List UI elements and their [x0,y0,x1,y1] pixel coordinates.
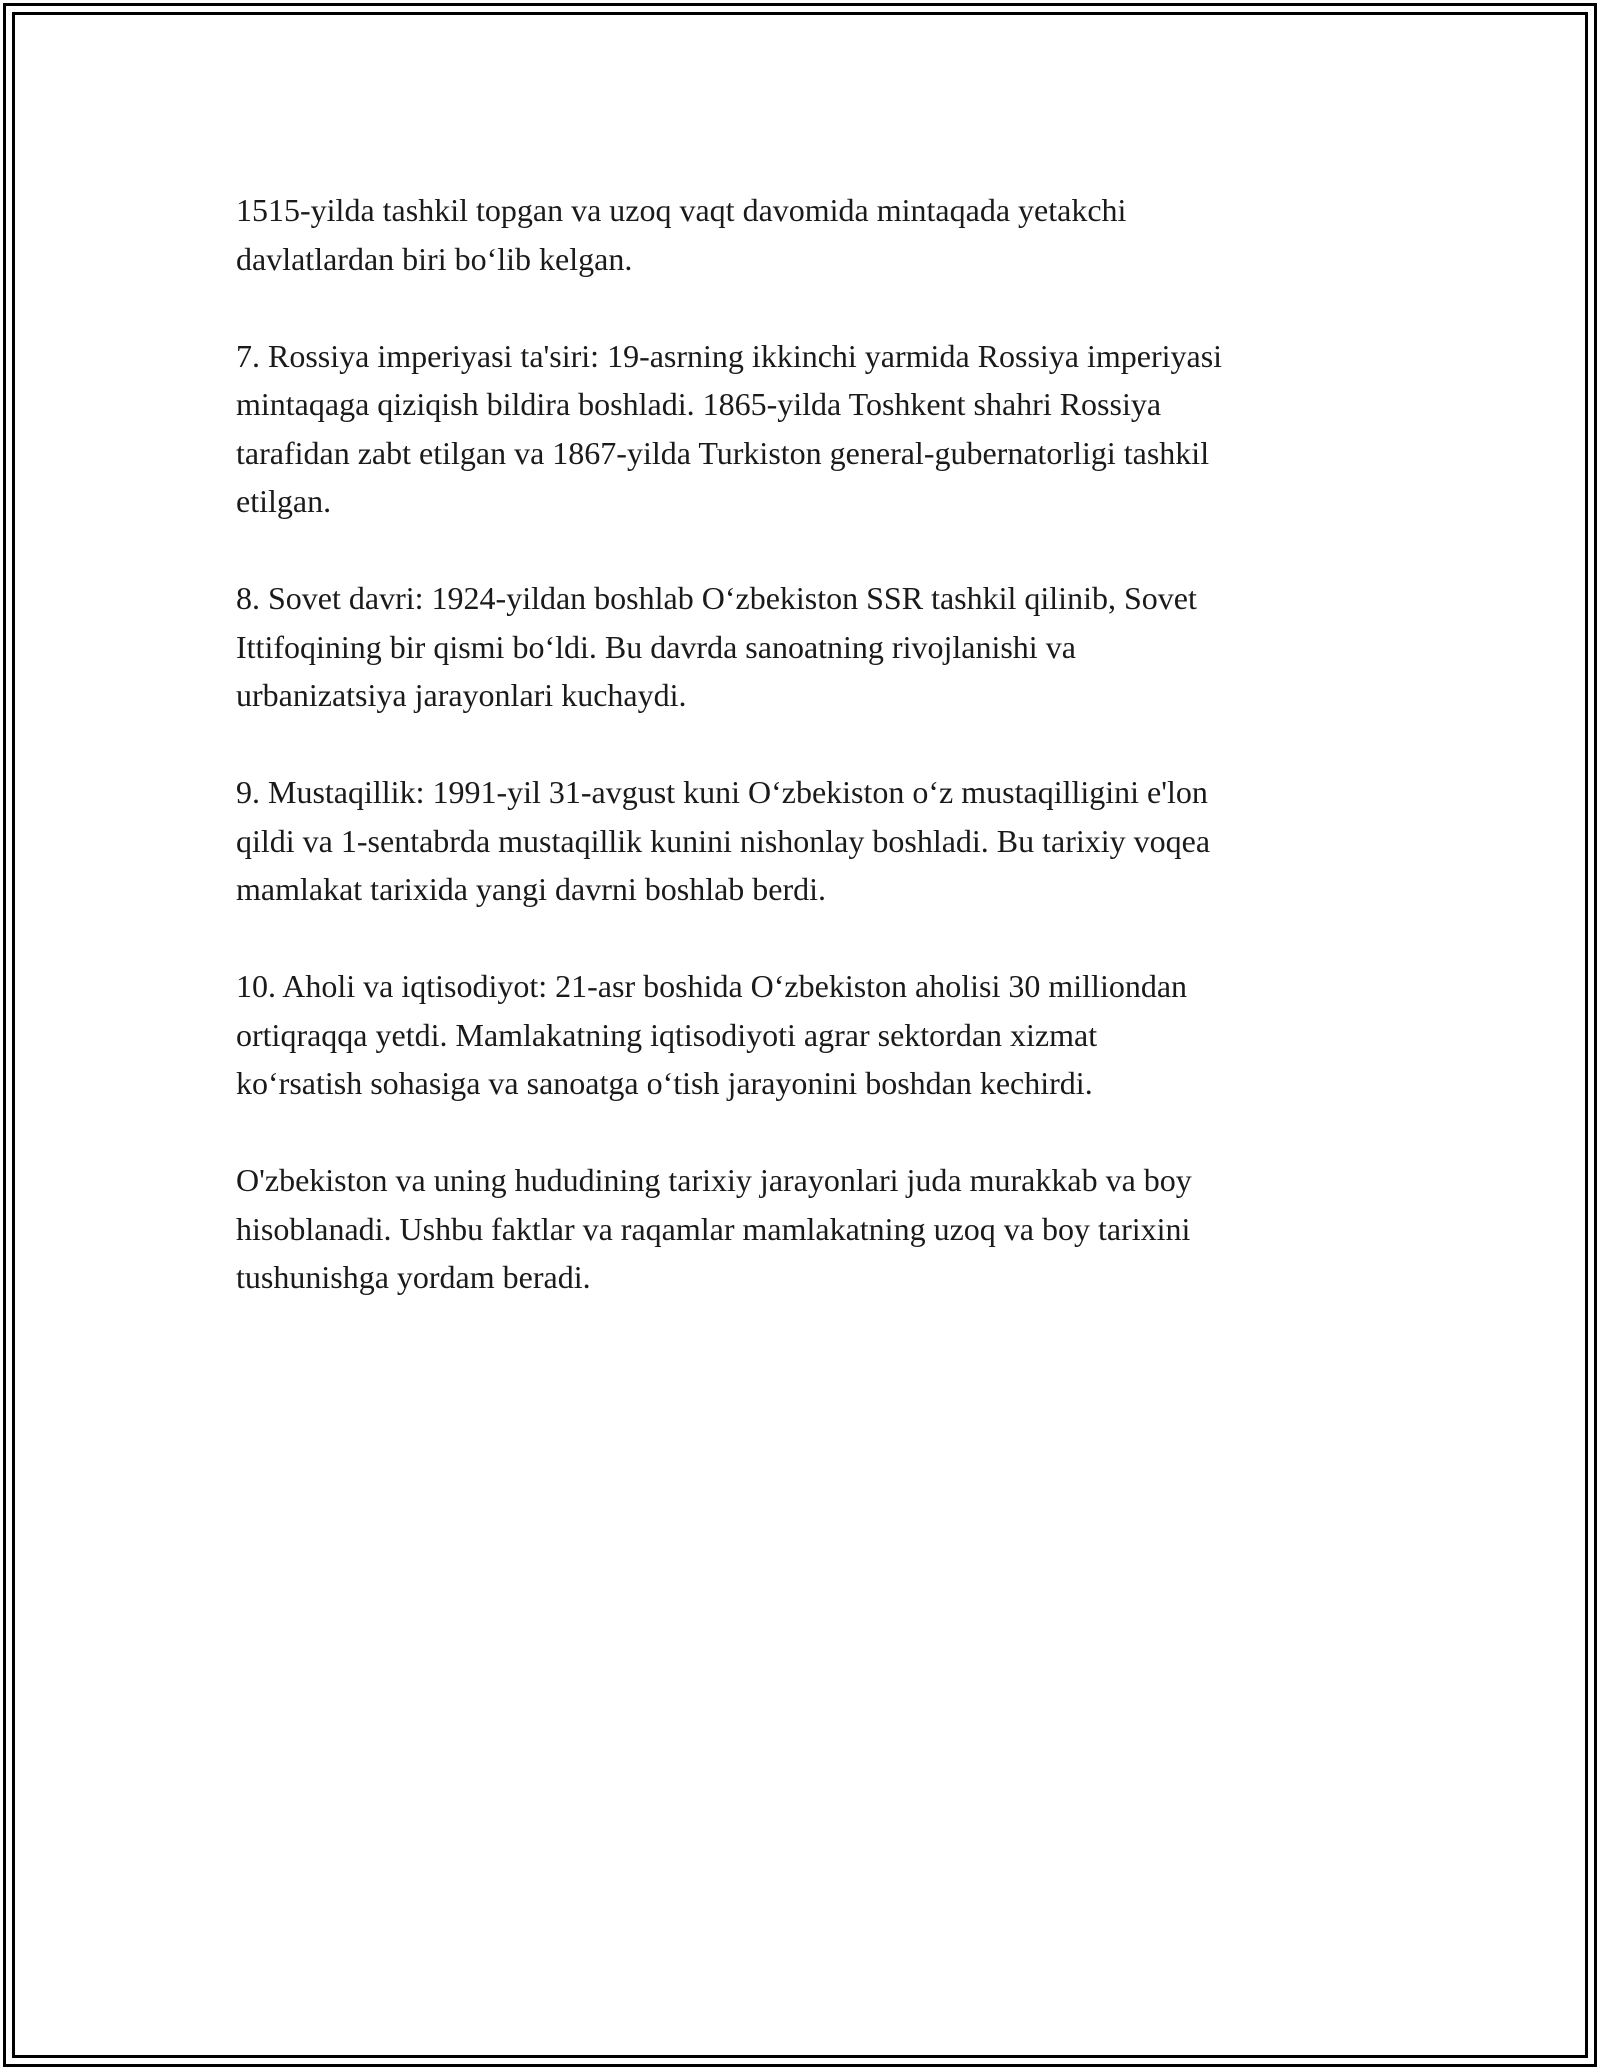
paragraph-continuation: 1515-yilda tashkil topgan va uzoq vaqt davomida mintaqada yetakchi davlatlardan biri bo‘lib kelgan. [236,192,1127,277]
paragraph-independence: 9. Mustaqillik: 1991-yil 31-avgust kuni O‘zbekiston o‘z mustaqilligini e'lon qildi va 1-sentabrda mustaqillik kunini nishonlay boshladi. Bu tarixiy voqea mamlakat tarixida yangi davrni boshlab berdi. [236,774,1211,907]
paragraph-population-economy: 10. Aholi va iqtisodiyot: 21-asr boshida O‘zbekiston aholisi 30 milliondan ortiqraqqa yetdi. Mamlakatning iqtisodiyoti agrar sektordan xizmat ko‘rsatish sohasiga va sanoatga o‘tish jarayonini boshdan kechirdi. [236,968,1188,1101]
document-body [236,186,1396,1350]
paragraph-conclusion: O'zbekiston va uning hududining tarixiy jarayonlari juda murakkab va boy hisoblanadi. Ushbu faktlar va raqamlar mamlakatning uzoq va boy tarixini tushunishga yordam beradi. [236,1162,1192,1295]
paragraph-soviet-period: 8. Sovet davri: 1924-yildan boshlab O‘zbekiston SSR tashkil qilinib, Sovet Ittifoqining bir qismi bo‘ldi. Bu davrda sanoatning rivojlanishi va urbanizatsiya jarayonlari kuchaydi. [236,580,1197,713]
paragraph-russian-empire: 7. Rossiya imperiyasi ta'siri: 19-asrning ikkinchi yarmida Rossiya imperiyasi mintaqaga qiziqish bildira boshladi. 1865-yilda Toshkent shahri Rossiya tarafidan zabt etilgan va 1867-yilda Turkiston general-gubernatorligi tashkil etilgan. [236,337,1223,519]
